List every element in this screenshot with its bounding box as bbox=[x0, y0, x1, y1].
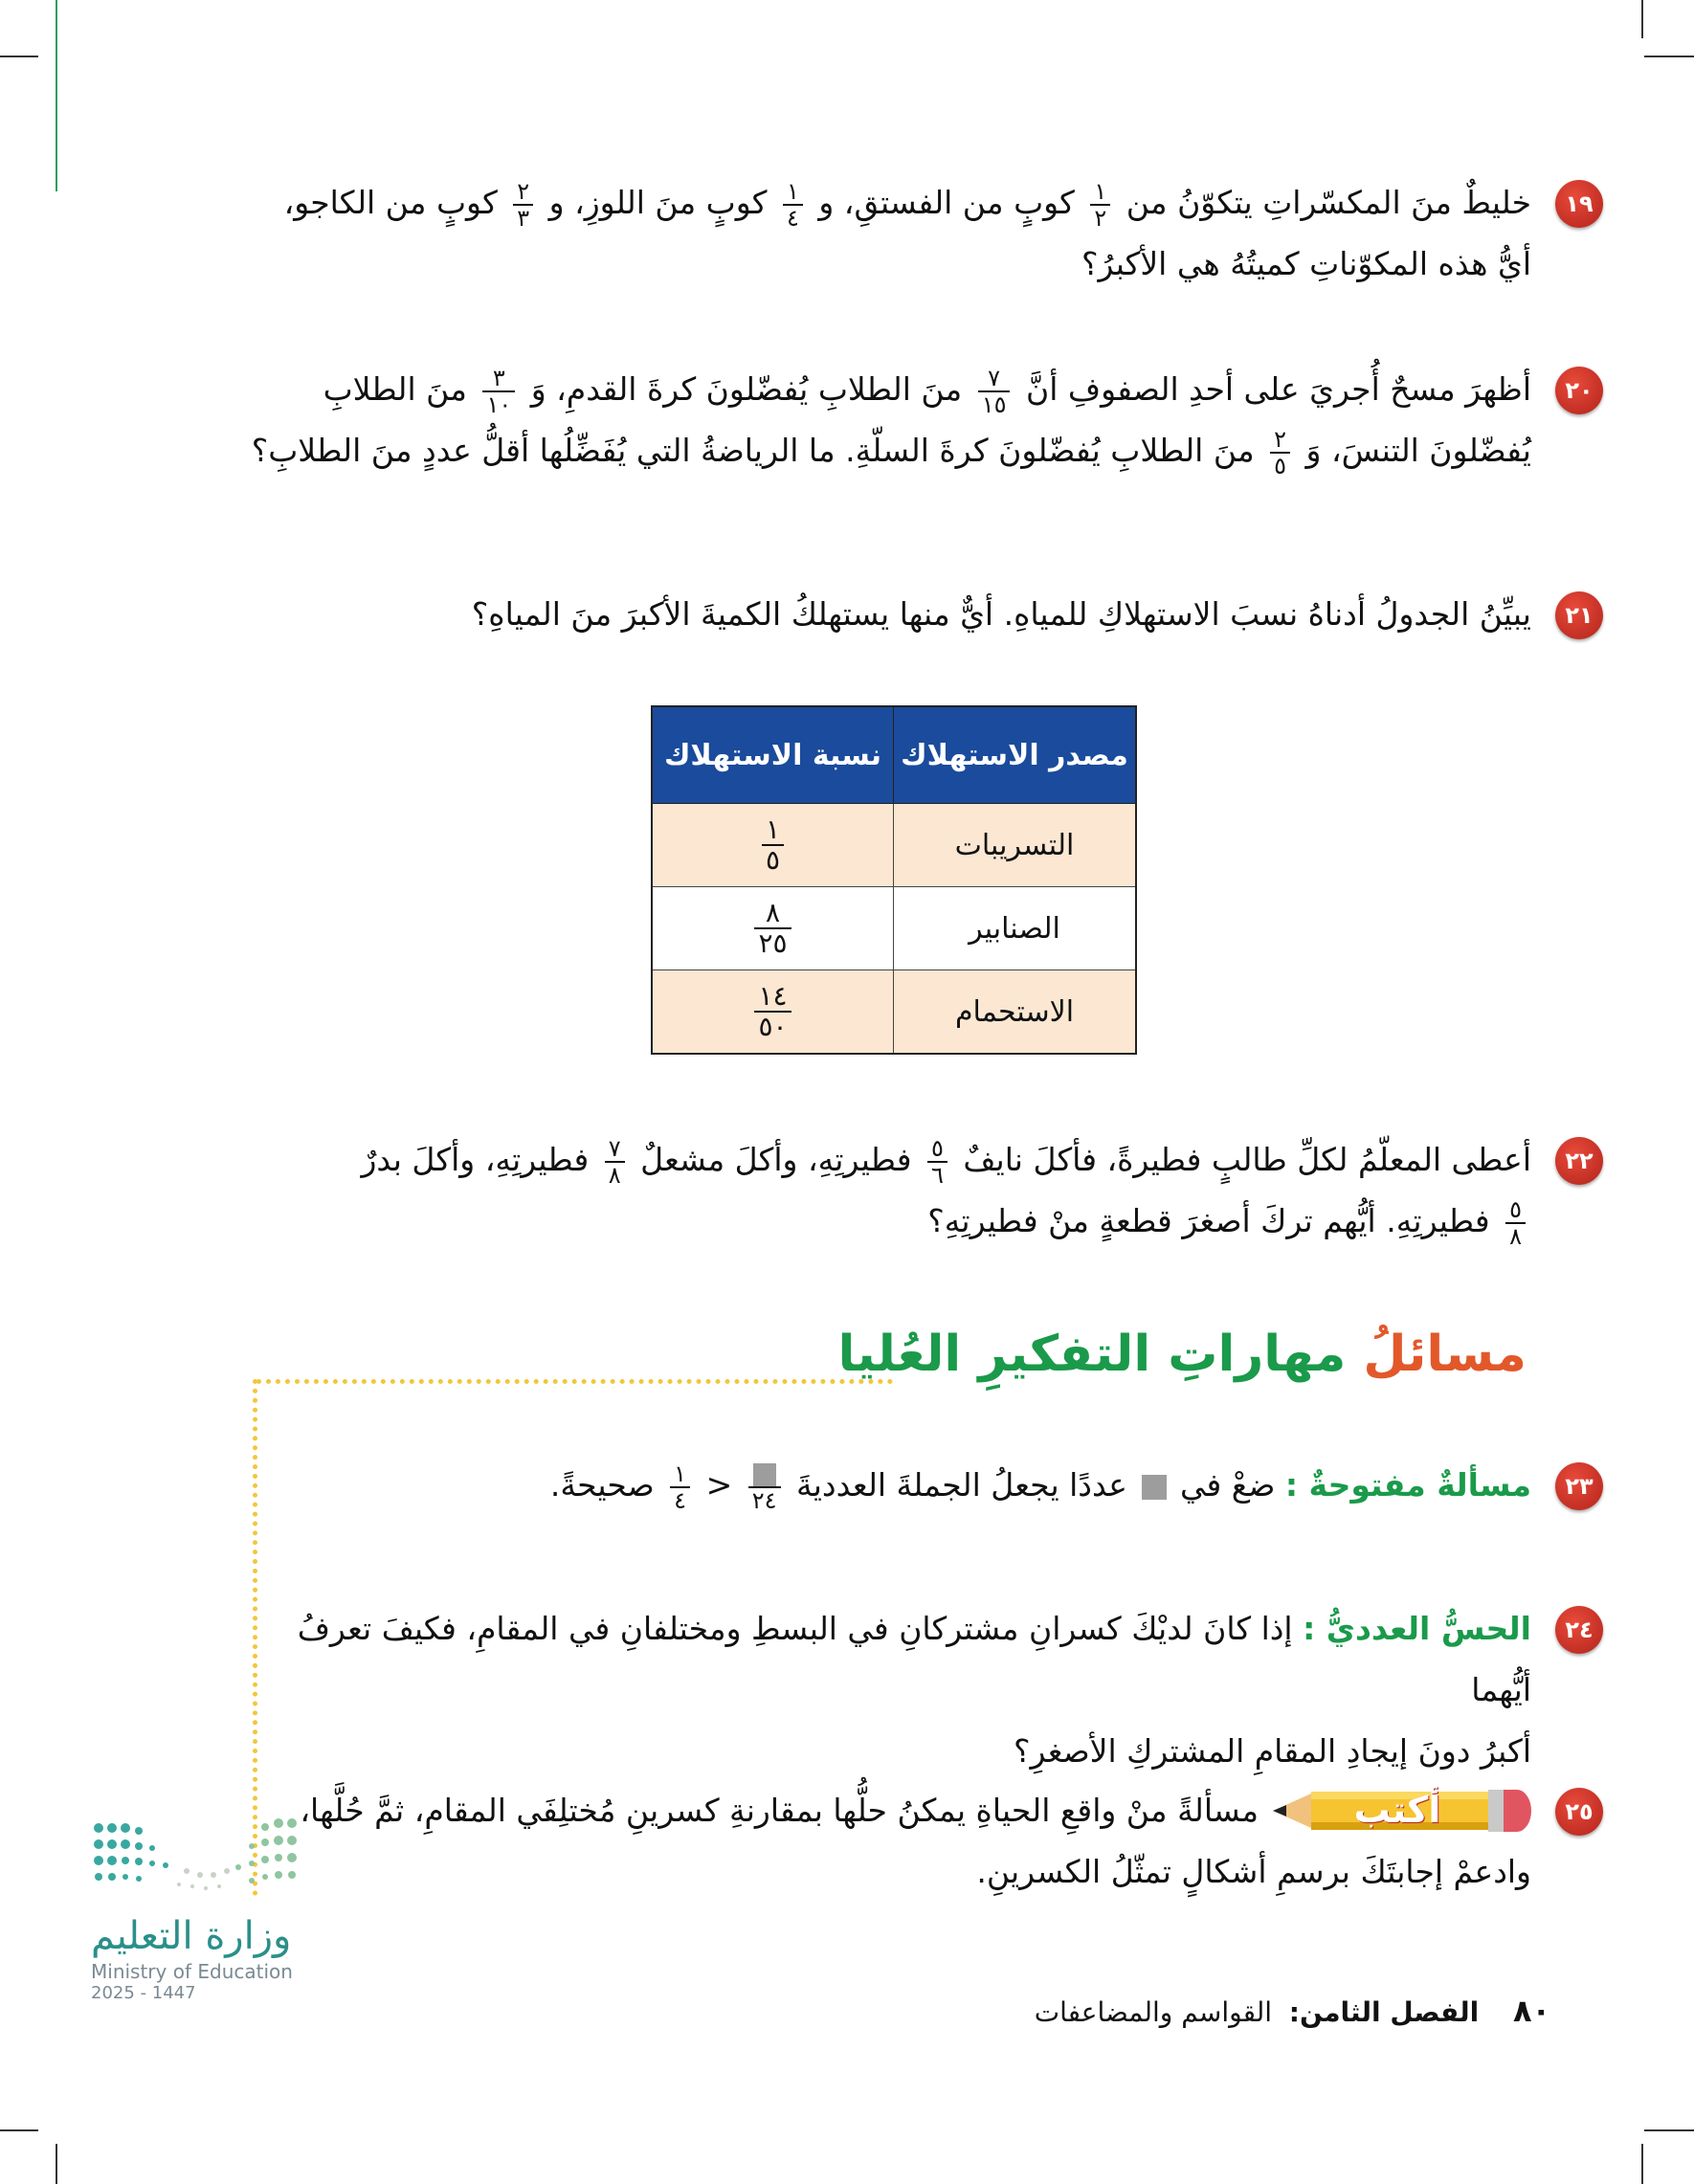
crop-mark bbox=[1641, 0, 1643, 38]
blank-box bbox=[1142, 1475, 1167, 1500]
crop-mark bbox=[1644, 2129, 1694, 2131]
fraction: $\frac{١}{٤}$ bbox=[783, 179, 803, 231]
dotted-guide-horizontal bbox=[256, 1379, 893, 1384]
problem-number-badge: ٢٣ bbox=[1555, 1462, 1603, 1510]
problem-text: أكبرُ دونَ إيجادِ المقامِ المشتركِ الأصغرِ؟ bbox=[1013, 1732, 1531, 1770]
table-row bbox=[652, 804, 1136, 887]
pencil-graphic bbox=[1273, 1782, 1531, 1839]
problem-number-badge: ٢١ bbox=[1555, 591, 1603, 639]
problem-line bbox=[230, 172, 1531, 234]
crop-mark bbox=[0, 56, 38, 57]
problem-line bbox=[230, 1129, 1531, 1191]
chapter-title: القواسم والمضاعفات bbox=[1034, 1996, 1273, 2028]
operator: < bbox=[705, 1466, 733, 1504]
table-row bbox=[652, 970, 1136, 1055]
problem-number-badge: ٢٠ bbox=[1555, 367, 1603, 414]
problem-22 bbox=[230, 1129, 1594, 1252]
problem-text: كوبٍ من الفستقِ، و bbox=[818, 184, 1075, 221]
problem-text: كوبٍ من الكاجو، bbox=[283, 184, 498, 221]
problem-label: الحسُّ العدديُّ : bbox=[1303, 1610, 1531, 1647]
problem-text: وادعمْ إجابتَكَ برسمِ أشكالٍ تمثّلُ الكسرينِ. bbox=[976, 1853, 1531, 1890]
problem-text: يُفضّلونَ التنسَ، وَ bbox=[1305, 432, 1531, 469]
table-header-ratio: نسبة الاستهلاك bbox=[652, 706, 894, 804]
problem-text: يبيِّنُ الجدولُ أدناهُ نسبَ الاستهلاكِ للمياهِ. أيٌّ منها يستهلكُ الكميةَ الأكبرَ منَ المياهِ؟ bbox=[471, 595, 1531, 633]
fraction: $\frac{٢}{٣}$ bbox=[513, 179, 533, 231]
problem-text: أظهرَ مسحٌ أُجريَ على أحدِ الصفوفِ أنَّ bbox=[1025, 370, 1531, 408]
ministry-year: 2025 - 1447 bbox=[91, 1983, 196, 2003]
problem-line bbox=[230, 420, 1531, 481]
ministry-logo-dots bbox=[91, 1814, 311, 1900]
table-header-source: مصدر الاستهلاك bbox=[894, 706, 1137, 804]
problem-text: ضعْ في bbox=[1180, 1466, 1276, 1504]
crop-mark bbox=[1644, 56, 1694, 57]
fraction: $\frac{٣}{١٠}$ bbox=[482, 366, 515, 417]
chapter-label: الفصل الثامن: bbox=[1288, 1996, 1480, 2028]
table-cell-ratio: $\frac{١٤}{٥٠}$ bbox=[652, 970, 894, 1055]
problem-number-badge: ٢٥ bbox=[1555, 1788, 1603, 1836]
problem-19 bbox=[230, 172, 1594, 295]
problem-24 bbox=[230, 1598, 1594, 1782]
problem-label: مسألةٌ مفتوحةٌ : bbox=[1284, 1466, 1531, 1504]
problem-text: منَ الطلابِ يُفضّلونَ كرةَ السلّةِ. ما الرياضةُ التي يُفَضِّلُها أقلُّ عددٍ منَ الطلابِ؟ bbox=[251, 432, 1255, 469]
problem-23 bbox=[230, 1455, 1594, 1516]
problem-text: فطيرتِهِ، وأكلَ مشعلٌ bbox=[640, 1141, 912, 1178]
problem-text: عددًا يجعلُ الجملةَ العدديةَ bbox=[796, 1466, 1128, 1504]
page-number: ٨٠ bbox=[1512, 1993, 1550, 2029]
page-footer bbox=[1014, 1993, 1550, 2029]
problem-text: مسألةً منْ واقعِ الحياةِ يمكنُ حلُّها بمقارنةِ كسرينِ مُختلِفَي المقامِ، ثمَّ حُلَّها، bbox=[300, 1792, 1259, 1829]
table-cell-source: التسريبات bbox=[894, 804, 1137, 887]
problem-text: أعطى المعلّمُ لكلِّ طالبٍ فطيرةً، فأكلَ نايفٌ bbox=[963, 1141, 1531, 1178]
table-cell-ratio: $\frac{١}{٥}$ bbox=[652, 804, 894, 887]
problem-number-badge: ١٩ bbox=[1555, 180, 1603, 228]
ministry-name-arabic: وزارة التعليم bbox=[91, 1914, 292, 1958]
problem-20 bbox=[230, 359, 1594, 481]
ministry-logo bbox=[91, 1914, 311, 2003]
problem-text: أيُّ هذه المكوّناتِ كميتُهُ هي الأكبرُ؟ bbox=[1081, 245, 1531, 282]
problem-text: صحيحةً. bbox=[549, 1466, 655, 1504]
section-title-first: مسائلُ bbox=[1363, 1326, 1527, 1383]
problem-25 bbox=[230, 1780, 1594, 1903]
fraction: $\frac{٥}{٦}$ bbox=[927, 1136, 947, 1188]
problem-number-badge: ٢٢ bbox=[1555, 1137, 1603, 1185]
problem-21 bbox=[230, 584, 1594, 645]
crop-mark bbox=[0, 2129, 38, 2131]
table-header-row bbox=[652, 706, 1136, 804]
fraction: $\frac{٢}{٥}$ bbox=[1270, 427, 1290, 479]
fraction: $\frac{١}{٢}$ bbox=[1090, 179, 1110, 231]
pencil-label: أكتب bbox=[1353, 1789, 1441, 1831]
fraction: $\frac{٧}{٨}$ bbox=[605, 1136, 625, 1188]
fraction: $\frac{٥}{٨}$ bbox=[1505, 1197, 1526, 1249]
problem-text: منَ الطلابِ يُفضّلونَ كرةَ القدمِ، وَ bbox=[530, 370, 963, 408]
fraction: $\frac{١}{٤}$ bbox=[670, 1461, 690, 1513]
section-title bbox=[838, 1326, 1527, 1383]
problem-text: كوبٍ منَ اللوزِ، و bbox=[548, 184, 768, 221]
problem-text: فطيرتِهِ. أيُّهم تركَ أصغرَ قطعةٍ منْ فطيرتِهِ؟ bbox=[927, 1202, 1490, 1239]
crop-mark bbox=[1641, 2144, 1643, 2184]
section-title-rest: مهاراتِ التفكيرِ العُليا bbox=[837, 1326, 1347, 1383]
problem-line bbox=[230, 1191, 1531, 1252]
problem-text: خليطٌ منَ المكسّراتِ يتكوّنُ من bbox=[1126, 184, 1531, 221]
fraction: ٢٤ bbox=[748, 1461, 781, 1513]
table-cell-ratio: $\frac{٨}{٢٥}$ bbox=[652, 887, 894, 970]
problem-line bbox=[230, 359, 1531, 420]
crop-mark bbox=[56, 2144, 57, 2184]
blank-box bbox=[753, 1463, 776, 1486]
problem-number-badge: ٢٤ bbox=[1555, 1606, 1603, 1654]
problem-text: إذا كانَ لديْكَ كسرانِ مشتركانِ في البسطِ ومختلفانِ في المقامِ، فكيفَ تعرفُ أيُّهما bbox=[297, 1610, 1531, 1708]
table-cell-source: الصنابير bbox=[894, 887, 1137, 970]
ministry-name-english: Ministry of Education bbox=[91, 1960, 293, 1983]
problem-line bbox=[230, 1598, 1531, 1721]
problem-text: منَ الطلابِ bbox=[323, 370, 467, 408]
table-cell-source: الاستحمام bbox=[894, 970, 1137, 1055]
margin-rule bbox=[56, 0, 57, 191]
problem-text: فطيرتِهِ، وأكلَ بدرٌ bbox=[361, 1141, 590, 1178]
problem-line bbox=[230, 1455, 1531, 1516]
fraction: $\frac{٧}{١٥}$ bbox=[978, 366, 1011, 417]
consumption-table bbox=[651, 705, 1137, 1055]
table-row bbox=[652, 887, 1136, 970]
